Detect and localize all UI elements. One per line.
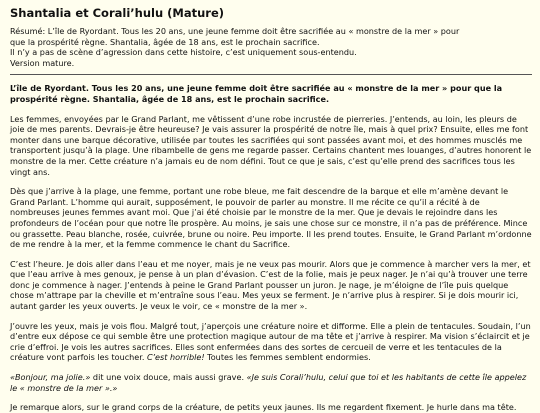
story-body bbox=[10, 83, 532, 412]
summary-line: que la prospérité règne. Shantalia, âgée de 18 ans, est le prochain sacrifice. bbox=[10, 36, 320, 47]
paragraph-text: J’ouvre les yeux, mais je vois flou. Malgré tout, j’aperçois une créature noire et difforme. Elle a plein de tentacules. Soudain, l’un d’entre eux dépose ce qui semble être une protection magique autour de ma tête et j’arrive à respirer. Ma vision s’éclaircit et je crie d’effroi. Je vois les autres sacrifices. Elles sont enfermées dans des sortes de cercueil de verre et les tentacules de la créature vont parfois les toucher. bbox=[10, 320, 531, 363]
story-paragraph: Les femmes, envoyées par le Grand Parlant, me vêtissent d’une robe incrustée de pierreries. J’entends, au loin, les pleurs de joie de mes parents. Devrais-je être heureuse? Je vais assurer la prospérité de notre île, mais à quel prix? Ensuite, elles me font monter dans une barque décorative, utilisée par toutes les sacrifiées qui sont passées avant moi, et des hommes musclés me transportent jusqu’à la plage. Une ribambelle de gens me regarde passer. Certains chantent mes louanges, d’autres honorent le monstre de la mer. Cette créature n’a jamais eu de nom défini. Tout ce que je sais, c’est qu’elle prend des sacrifices tous les vingt ans. bbox=[10, 113, 532, 177]
summary-line: Résumé: L’île de Ryordant. Tous les 20 ans, une jeune femme doit être sacrifiée au « monstre de la mer » pour bbox=[10, 26, 460, 36]
story-dialogue bbox=[10, 372, 532, 393]
story-paragraph bbox=[10, 321, 532, 363]
paragraph-text: Toutes les femmes semblent endormies. bbox=[204, 352, 371, 363]
story-summary bbox=[10, 26, 532, 68]
story-paragraph: C’est l’heure. Je dois aller dans l’eau et me noyer, mais je ne veux pas mourir. Alors que je commence à marcher vers la mer, et que l’eau arrive à mes genoux, je pense à un plan d’évasion. C’est de la folie, mais je peux nager. Je n’ai qu’à trouver une terre donc je commence à nager. J’entends à peine le Grand Parlant pousser un juron. Je nage, je m’éloigne de l’île puis quelque chose m’attrape par la cheville et m’entraîne sous l’eau. Mes yeux se ferment. Je n’arrive plus à respirer. Si je dois mourir ici, autant garder les yeux ouverts. Je veux le voir, ce « monstre de la mer ». bbox=[10, 258, 531, 312]
emphasis-text: C’est horrible! bbox=[147, 352, 205, 363]
dialogue-text: «Je suis Corali’hulu, celui que toi et les habitants de cette île appelez le « monstre de la mer ».» bbox=[10, 372, 527, 393]
story-intro: L’île de Ryordant. Tous les 20 ans, une jeune femme doit être sacrifiée au « monstre de la mer » pour que la prospérité règne. Shantalia, âgée de 18 ans, est le prochain sacrifice. bbox=[10, 83, 503, 104]
paragraph-text: dit une voix douce, mais aussi grave. bbox=[90, 372, 247, 383]
dialogue-text: «Bonjour, ma jolie.» bbox=[10, 372, 91, 383]
story-title: Shantalia et Corali’hulu (Mature) bbox=[10, 6, 225, 20]
story-paragraph: Dès que j’arrive à la plage, une femme, portant une robe bleue, me fait descendre de la barque et elle m’amène devant le Grand Parlant. L’homme qui aurait, supposément, le pouvoir de parler au monstre. Il me récite ce qu’il a récité à de nombreuses jeunes femmes avant moi. Que j’ai été choisie par le monstre de la mer. Que je devais le rejoindre dans les profondeurs de l’océan pour que notre île prospère. Au moins, je sais une chose sur ce monstre, il n’a pas de préférence. Mince ou grassette. Peau blanche, rosée, cuivrée, brune ou noire. Peu importe. Il les prend toutes. Ensuite, le Grand Parlant m’ordonne de me rendre à la mer, et la femme commence le chant du Sacrifice. bbox=[10, 186, 532, 250]
section-divider bbox=[10, 74, 532, 75]
summary-line: Il n’y a pas de scène d’agression dans cette histoire, c’est uniquement sous-entendu. bbox=[10, 47, 357, 58]
summary-line: Version mature. bbox=[10, 57, 75, 68]
story-paragraph: Je remarque alors, sur le grand corps de la créature, de petits yeux jaunes. Ils me regardent fixement. Je hurle dans ma tête. bbox=[10, 402, 517, 413]
